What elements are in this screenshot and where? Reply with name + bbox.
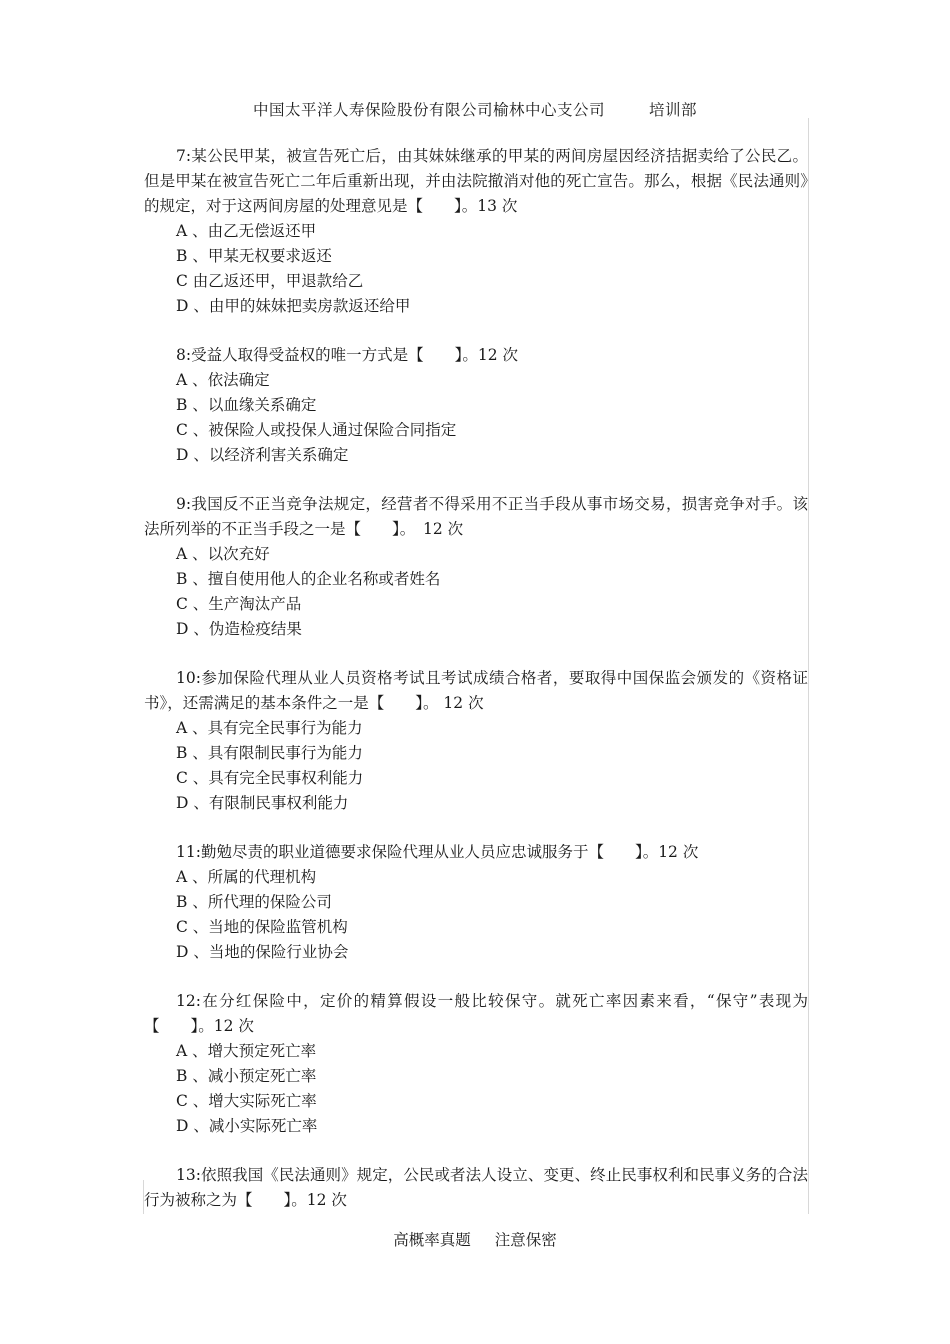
option-a: A 、由乙无偿返还甲: [176, 222, 317, 240]
question-stem: 11:勤勉尽责的职业道德要求保险代理从业人员应忠诚服务于【 】。12 次: [176, 843, 699, 861]
option-a: A 、以次充好: [176, 545, 270, 563]
option-d: D 、以经济利害关系确定: [176, 446, 349, 464]
right-margin-rule: [808, 118, 809, 1214]
option-a: A 、依法确定: [176, 371, 270, 389]
option-d: D 、当地的保险行业协会: [176, 943, 349, 961]
company-name: 中国太平洋人寿保险股份有限公司榆林中心支公司: [252, 101, 605, 119]
question-13: [144, 1163, 808, 1213]
question-11: [144, 840, 808, 965]
option-a: A 、具有完全民事行为能力: [176, 719, 363, 737]
question-7: [144, 144, 808, 319]
option-d: D 、减小实际死亡率: [176, 1117, 318, 1135]
question-stem: 12:在分红保险中，定价的精算假设一般比较保守。就死亡率因素来看，“保守”表现为【 】。12 次: [144, 992, 808, 1035]
option-c: C 由乙返还甲，甲退款给乙: [176, 272, 364, 290]
question-stem: 7:某公民甲某，被宣告死亡后，由其妹妹继承的甲某的两间房屋因经济拮据卖给了公民乙。但是甲某在被宣告死亡二年后重新出现，并由法院撤消对他的死亡宣告。那么，根据《民法通则》的规定，对于这两间房屋的处理意见是【 】。13 次: [144, 147, 808, 215]
option-b: B 、以血缘关系确定: [176, 396, 317, 414]
footer-left: 高概率真题: [393, 1231, 471, 1249]
option-d: D 、伪造检疫结果: [176, 620, 302, 638]
option-c: C 、生产淘汰产品: [176, 595, 302, 613]
option-d: D 、有限制民事权利能力: [176, 794, 349, 812]
option-b: B 、具有限制民事行为能力: [176, 744, 363, 762]
question-10: [144, 666, 808, 816]
option-b: B 、擅自使用他人的企业名称或者姓名: [176, 570, 441, 588]
option-c: C 、具有完全民事权利能力: [176, 769, 364, 787]
option-c: C 、被保险人或投保人通过保险合同指定: [176, 421, 457, 439]
option-b: B 、减小预定死亡率: [176, 1067, 317, 1085]
page-header: [0, 98, 950, 120]
page-footer: [0, 1228, 950, 1250]
question-stem: 8:受益人取得受益权的唯一方式是【 】。12 次: [176, 346, 518, 364]
question-stem: 9:我国反不正当竞争法规定，经营者不得采用不正当手段从事市场交易，损害竞争对手。该法所列举的不正当手段之一是【 】。 12 次: [144, 495, 808, 538]
question-8: [144, 343, 808, 468]
option-c: C 、增大实际死亡率: [176, 1092, 317, 1110]
option-b: B 、所代理的保险公司: [176, 893, 332, 911]
question-list: [144, 144, 808, 1237]
question-stem: 13:依照我国《民法通则》规定，公民或者法人设立、变更、终止民事权利和民事义务的合法行为被称之为【 】。12 次: [144, 1166, 808, 1209]
option-a: A 、增大预定死亡率: [176, 1042, 317, 1060]
option-a: A 、所属的代理机构: [176, 868, 317, 886]
department-name: 培训部: [649, 101, 698, 119]
question-12: [144, 989, 808, 1139]
option-d: D 、由甲的妹妹把卖房款返还给甲: [176, 297, 411, 315]
question-9: [144, 492, 808, 642]
footer-right: 注意保密: [494, 1231, 557, 1249]
option-b: B 、甲某无权要求返还: [176, 247, 332, 265]
option-c: C 、当地的保险监管机构: [176, 918, 348, 936]
question-stem: 10:参加保险代理从业人员资格考试且考试成绩合格者，要取得中国保监会颁发的《资格证书》，还需满足的基本条件之一是【 】。 12 次: [144, 669, 808, 712]
